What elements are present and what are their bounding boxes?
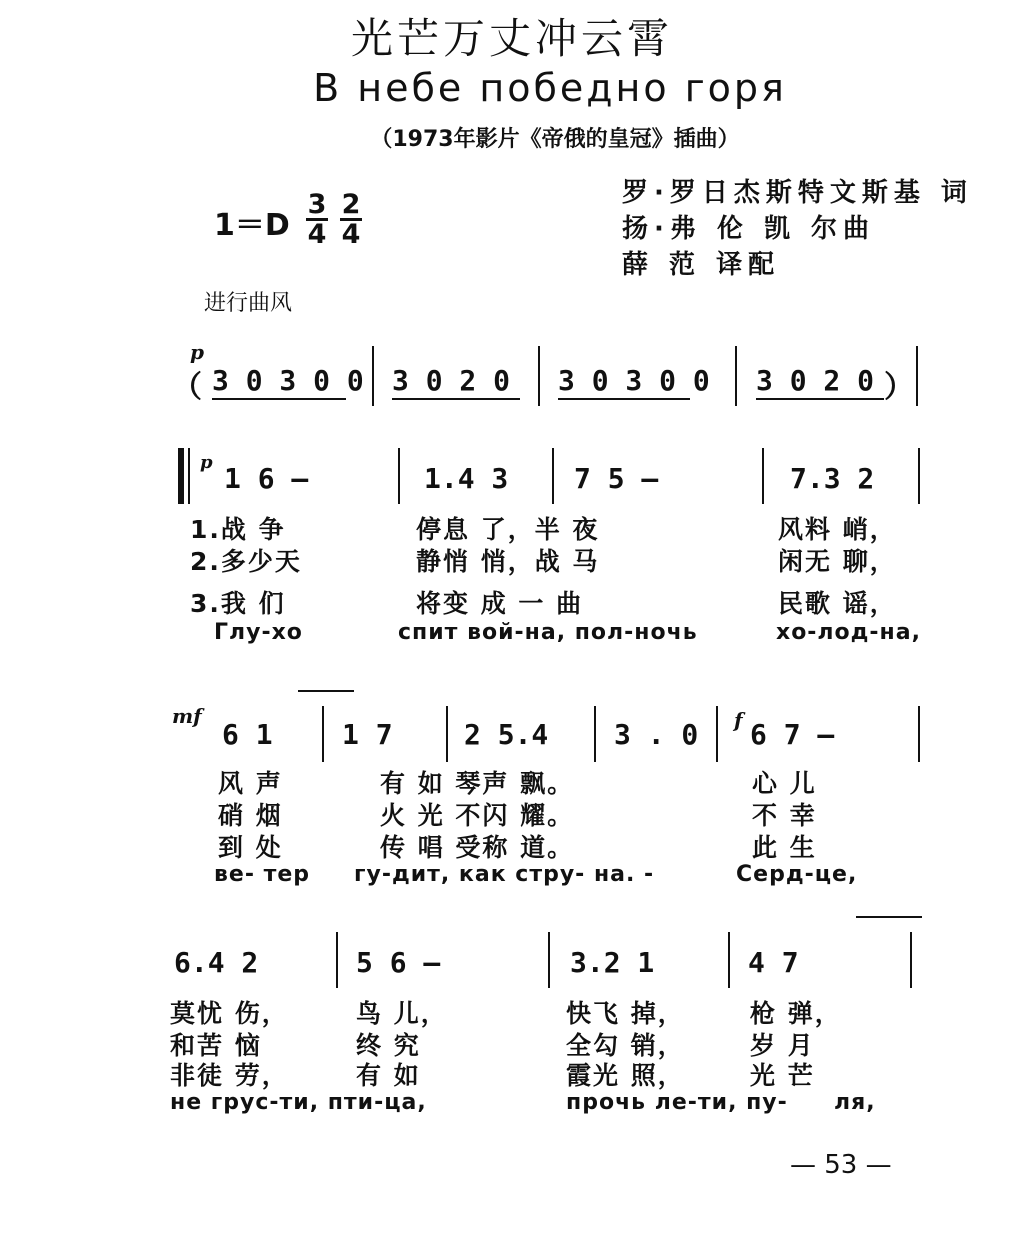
- barline: [336, 932, 338, 988]
- system2-bar-2: 1 7: [342, 718, 393, 751]
- tie: [856, 916, 922, 918]
- s1-v1-a: 1.战 争: [190, 515, 286, 544]
- s3-v2-d: 岁 月: [750, 1031, 815, 1060]
- tempo-marking: 进行曲风: [204, 291, 293, 316]
- system3-bar-3: 3.2 1: [570, 946, 655, 979]
- system1-bar-1: 1 6 —: [224, 462, 309, 495]
- system1-bar-4: 7.3 2: [790, 462, 875, 495]
- barline: [918, 448, 920, 504]
- subtitle: （1973年影片《帝俄的皇冠》插曲）: [370, 127, 740, 152]
- intro-close-paren: ）: [884, 370, 914, 405]
- intro-bar-2: 3 0 2 0: [392, 364, 511, 397]
- system2-bar-3: 2 5.4: [464, 718, 549, 751]
- system1-bar-3: 7 5 —: [574, 462, 659, 495]
- barline: [538, 346, 540, 406]
- s1-v1-c: 风料 峭，: [778, 515, 897, 544]
- system2-bar-5: 6 7 —: [750, 718, 835, 751]
- dynamic-mf: mf: [172, 704, 202, 728]
- s2-v2-b: 火 光 不闪 耀。: [380, 801, 575, 830]
- system3-bar-1: 6.4 2: [174, 946, 259, 979]
- s3-v3-b: 有 如: [356, 1061, 421, 1090]
- barline: [918, 706, 920, 762]
- dynamic-p: p: [200, 452, 213, 473]
- title-chinese: 光芒万丈冲云霄: [350, 14, 673, 63]
- s3-v1-d: 枪 弹，: [750, 999, 842, 1028]
- s3-v2-a: 和苦 恼: [170, 1031, 262, 1060]
- dynamic-p-intro: p: [190, 340, 204, 364]
- credit-lyricist: 罗·罗日杰斯特文斯基 词: [622, 178, 973, 208]
- s3-ru-a: не грус-ти, пти-ца,: [170, 1090, 427, 1115]
- tie: [298, 690, 354, 692]
- barline: [398, 448, 400, 504]
- meter1-numerator: 3: [307, 189, 327, 220]
- s1-v2-c: 闲无 聊，: [778, 547, 897, 576]
- s3-v3-a: 非徒 劳，: [170, 1061, 289, 1090]
- dynamic-f: f: [734, 708, 743, 732]
- s3-ru-d: ля,: [834, 1090, 876, 1115]
- s2-ru-b: гу-дит, как стру- на. -: [354, 862, 655, 887]
- barline: [548, 932, 550, 988]
- barline: [322, 706, 324, 762]
- barline: [372, 346, 374, 406]
- beam: [212, 398, 346, 400]
- s1-ru-b: спит вой-на, пол-ночь: [398, 620, 698, 645]
- s1-ru-a: Глу-хо: [214, 620, 303, 645]
- intro-bar-3: 3 0 3 0 0: [558, 364, 710, 397]
- s1-v3-b: 将变 成 一 曲: [416, 589, 584, 618]
- meter-2-4: [340, 189, 362, 250]
- s1-v2-b: 静悄 悄，战 马: [416, 547, 600, 576]
- s1-v3-a: 3.我 们: [190, 589, 286, 618]
- s2-v2-c: 不 幸: [752, 801, 817, 830]
- barline: [728, 932, 730, 988]
- barline: [716, 706, 718, 762]
- barline: [446, 706, 448, 762]
- s3-v3-c: 霞光 照，: [566, 1061, 685, 1090]
- s1-v1-b: 停息 了，半 夜: [416, 515, 600, 544]
- system2-bar-4: 3 . 0: [614, 718, 699, 751]
- meter2-numerator: 2: [341, 189, 361, 220]
- key-signature: 1＝D: [214, 208, 290, 243]
- barline: [916, 346, 918, 406]
- barline: [552, 448, 554, 504]
- page-number: — 53 —: [790, 1150, 892, 1180]
- s2-v3-a: 到 处: [218, 833, 283, 862]
- s2-v2-a: 硝 烟: [218, 801, 283, 830]
- meter1-denominator: 4: [307, 219, 327, 250]
- s2-v1-b: 有 如 琴声 飘。: [380, 769, 575, 798]
- s1-ru-c: хо-лод-на,: [776, 620, 921, 645]
- s3-v3-d: 光 芒: [750, 1061, 815, 1090]
- beam: [392, 398, 520, 400]
- s2-v3-c: 此 生: [752, 833, 817, 862]
- credit-composer: 扬·弗 伦 凯 尔曲: [622, 214, 876, 244]
- s2-v3-b: 传 唱 受称 道。: [380, 833, 575, 862]
- beam: [558, 398, 690, 400]
- s3-v1-b: 鸟 儿，: [356, 999, 448, 1028]
- s1-v3-c: 民歌 谣，: [778, 589, 897, 618]
- s2-v1-c: 心 儿: [752, 769, 817, 798]
- repeat-start-barline: [178, 448, 184, 504]
- s3-v2-c: 全勾 销，: [566, 1031, 685, 1060]
- s3-v2-b: 终 究: [356, 1031, 421, 1060]
- barline: [910, 932, 912, 988]
- intro-bar-4: 3 0 2 0: [756, 364, 875, 397]
- barline: [735, 346, 737, 406]
- s1-v2-a: 2.多少天: [190, 547, 302, 576]
- meter-3-4: [306, 189, 328, 250]
- intro-open-paren: （: [172, 370, 202, 405]
- s3-v1-a: 莫忧 伤，: [170, 999, 289, 1028]
- beam: [756, 398, 884, 400]
- barline: [188, 448, 190, 504]
- s3-v1-c: 快飞 掉，: [566, 999, 685, 1028]
- intro-bar-1: 3 0 3 0 0: [212, 364, 364, 397]
- system3-bar-2: 5 6 —: [356, 946, 441, 979]
- meter2-denominator: 4: [341, 219, 361, 250]
- credit-translator: 薛 范 译配: [622, 250, 781, 280]
- s2-v1-a: 风 声: [218, 769, 283, 798]
- system1-bar-2: 1.4 3: [424, 462, 509, 495]
- system3-bar-4: 4 7: [748, 946, 799, 979]
- system2-bar-1: 6 1: [222, 718, 273, 751]
- barline: [762, 448, 764, 504]
- title-russian: В небе победно горя: [313, 66, 787, 110]
- s3-ru-c: прочь ле-ти, пу-: [566, 1090, 788, 1115]
- barline: [594, 706, 596, 762]
- s2-ru-c: Серд-це,: [736, 862, 858, 887]
- s2-ru-a: ве- тер: [214, 862, 311, 887]
